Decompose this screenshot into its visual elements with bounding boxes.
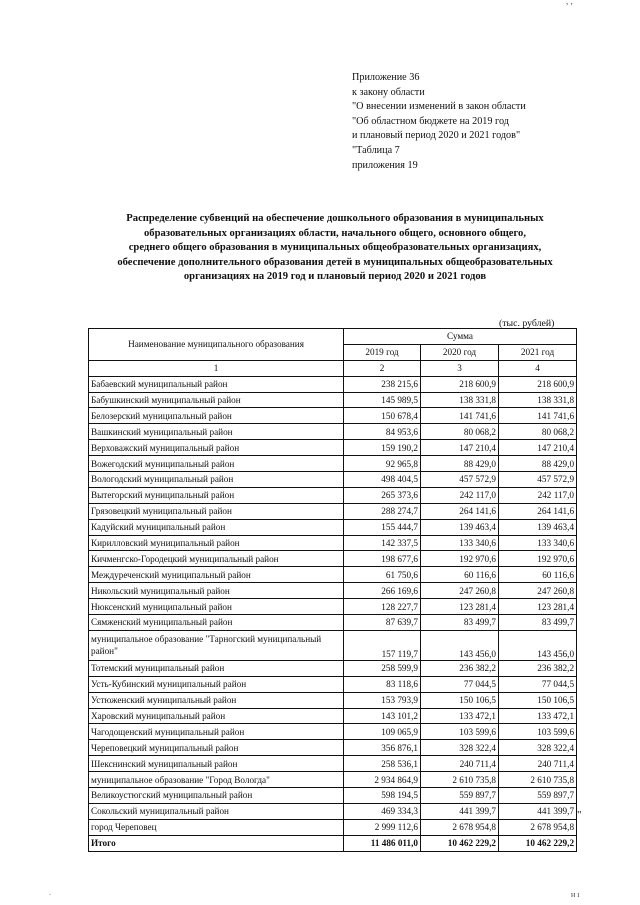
amount-2021: 150 106,5: [499, 692, 577, 708]
municipality-name: Бабушкинский муниципальный район: [89, 392, 344, 408]
title-line: образовательных организациях области, начального общего, основного общего,: [144, 227, 526, 239]
amount-2019: 598 194,5: [344, 788, 421, 804]
amount-2020: 240 711,4: [421, 756, 499, 772]
municipality-name: Череповецкий муниципальный район: [89, 740, 344, 756]
amount-2020: 83 499,7: [421, 615, 499, 631]
municipality-name: муниципальное образование "Тарногский муниципальный район": [89, 630, 344, 660]
column-number: 3: [421, 360, 499, 376]
amount-2020: 192 970,6: [421, 551, 499, 567]
amount-2020: 2 610 735,8: [421, 772, 499, 788]
table-row: [89, 567, 577, 583]
amount-2021: 2 610 735,8: [499, 772, 577, 788]
amount-2021: 141 741,6: [499, 408, 577, 424]
amount-2020: 457 572,9: [421, 472, 499, 488]
municipality-name: муниципальное образование "Город Вологда": [89, 772, 344, 788]
table-row: [89, 472, 577, 488]
municipality-name: город Череповец: [89, 819, 344, 835]
amount-2019: 288 274,7: [344, 503, 421, 519]
header-name: Наименование муниципального образования: [89, 329, 344, 361]
amount-2021: 103 599,6: [499, 724, 577, 740]
amount-2019: 356 876,1: [344, 740, 421, 756]
closing-quote: ": [577, 809, 582, 821]
amount-2021: 242 117,0: [499, 487, 577, 503]
municipality-name: Тотемский муниципальный район: [89, 660, 344, 676]
table-row: [89, 692, 577, 708]
table-row: [89, 772, 577, 788]
municipality-name: Харовский муниципальный район: [89, 708, 344, 724]
amount-2020: 441 399,7: [421, 803, 499, 819]
header-sum: Сумма: [344, 329, 577, 345]
amount-2019: 155 444,7: [344, 519, 421, 535]
table-row: [89, 756, 577, 772]
footer-scan-mark: н ı: [571, 890, 580, 899]
column-number: 4: [499, 360, 577, 376]
amount-2021: 83 499,7: [499, 615, 577, 631]
table-row: [89, 551, 577, 567]
municipality-name: Шекснинский муниципальный район: [89, 756, 344, 772]
amount-2020: 123 281,4: [421, 599, 499, 615]
table-row: [89, 392, 577, 408]
amount-2020: 77 044,5: [421, 676, 499, 692]
table-row: [89, 535, 577, 551]
amount-2021: 138 331,8: [499, 392, 577, 408]
table-row: [89, 615, 577, 631]
amount-2019: 87 639,7: [344, 615, 421, 631]
header-year: 2021 год: [499, 344, 577, 360]
table-row: [89, 376, 577, 392]
amount-2019: 11 486 011,0: [344, 835, 421, 851]
municipality-name: Верховажский муниципальный район: [89, 440, 344, 456]
amount-2019: 145 989,5: [344, 392, 421, 408]
annex-line: к закону области: [352, 86, 425, 98]
municipality-name: Великоустюгский муниципальный район: [89, 788, 344, 804]
amount-2020: 80 068,2: [421, 424, 499, 440]
amount-2020: 147 210,4: [421, 440, 499, 456]
amount-2020: 242 117,0: [421, 487, 499, 503]
amount-2019: 92 965,8: [344, 456, 421, 472]
amount-2020: 138 331,8: [421, 392, 499, 408]
header-year: 2020 год: [421, 344, 499, 360]
table-row: [89, 440, 577, 456]
amount-2019: 266 169,6: [344, 583, 421, 599]
municipality-name: Усть-Кубинский муниципальный район: [89, 676, 344, 692]
municipality-name: Междуреченский муниципальный район: [89, 567, 344, 583]
subventions-table: [88, 328, 577, 852]
amount-2019: 198 677,6: [344, 551, 421, 567]
table-row: [89, 803, 577, 819]
amount-2019: 159 190,2: [344, 440, 421, 456]
amount-2021: 328 322,4: [499, 740, 577, 756]
amount-2021: 133 472,1: [499, 708, 577, 724]
amount-2019: 238 215,6: [344, 376, 421, 392]
column-number: 1: [89, 360, 344, 376]
table-row: [89, 676, 577, 692]
table-row: [89, 660, 577, 676]
amount-2019: 498 404,5: [344, 472, 421, 488]
title-line: обеспечение дополнительного образования детей в муниципальных общеобразовательных: [117, 256, 553, 268]
corner-scan-mark: , ,: [566, 0, 573, 6]
amount-2020: 328 322,4: [421, 740, 499, 756]
amount-2021: 218 600,9: [499, 376, 577, 392]
amount-2021: 88 429,0: [499, 456, 577, 472]
header-year: 2019 год: [344, 344, 421, 360]
table-row: [89, 424, 577, 440]
amount-2021: 236 382,2: [499, 660, 577, 676]
municipality-name: Кирилловский муниципальный район: [89, 535, 344, 551]
amount-2021: 133 340,6: [499, 535, 577, 551]
column-number: 2: [344, 360, 421, 376]
municipality-name: Итого: [89, 835, 344, 851]
amount-2020: 2 678 954,8: [421, 819, 499, 835]
table-row: [89, 519, 577, 535]
title-line: Распределение субвенций на обеспечение дошкольного образования в муниципальных: [126, 213, 544, 224]
amount-2020: 247 260,8: [421, 583, 499, 599]
amount-2019: 128 227,7: [344, 599, 421, 615]
amount-2021: 143 456,0: [499, 630, 577, 660]
municipality-name: Нюксенский муниципальный район: [89, 599, 344, 615]
amount-2019: 2 999 112,6: [344, 819, 421, 835]
amount-2021: 80 068,2: [499, 424, 577, 440]
table-row: [89, 740, 577, 756]
annex-line: "Об областном бюджете на 2019 год: [352, 115, 509, 127]
municipality-name: Никольский муниципальный район: [89, 583, 344, 599]
table-row: [89, 599, 577, 615]
table-row: [89, 819, 577, 835]
table-row: [89, 788, 577, 804]
amount-2020: 236 382,2: [421, 660, 499, 676]
amount-2019: 153 793,9: [344, 692, 421, 708]
amount-2021: 457 572,9: [499, 472, 577, 488]
annex-line: и плановый период 2020 и 2021 годов": [352, 130, 521, 142]
table-row: [89, 724, 577, 740]
amount-2020: 60 116,6: [421, 567, 499, 583]
amount-2021: 192 970,6: [499, 551, 577, 567]
annex-line: приложения 19: [352, 159, 418, 171]
municipality-name: Грязовецкий муниципальный район: [89, 503, 344, 519]
amount-2019: 143 101,2: [344, 708, 421, 724]
amount-2021: 139 463,4: [499, 519, 577, 535]
amount-2019: 265 373,6: [344, 487, 421, 503]
amount-2021: 559 897,7: [499, 788, 577, 804]
municipality-name: Кадуйский муниципальный район: [89, 519, 344, 535]
amount-2020: 10 462 229,2: [421, 835, 499, 851]
amount-2020: 141 741,6: [421, 408, 499, 424]
table-row: [89, 708, 577, 724]
municipality-name: Белозерский муниципальный район: [89, 408, 344, 424]
amount-2020: 150 106,5: [421, 692, 499, 708]
amount-2020: 103 599,6: [421, 724, 499, 740]
amount-2021: 441 399,7: [499, 803, 577, 819]
amount-2019: 157 119,7: [344, 630, 421, 660]
municipality-name: Кичменгско-Городецкий муниципальный район: [89, 551, 344, 567]
amount-2021: 123 281,4: [499, 599, 577, 615]
amount-2020: 218 600,9: [421, 376, 499, 392]
amount-2020: 133 472,1: [421, 708, 499, 724]
municipality-name: Вожегодский муниципальный район: [89, 456, 344, 472]
municipality-name: Вашкинский муниципальный район: [89, 424, 344, 440]
amount-2019: 469 334,3: [344, 803, 421, 819]
amount-2019: 61 750,6: [344, 567, 421, 583]
table-row: [89, 408, 577, 424]
table-row: [89, 503, 577, 519]
amount-2020: 264 141,6: [421, 503, 499, 519]
amount-2019: 150 678,4: [344, 408, 421, 424]
scan-speck: .: [49, 888, 51, 897]
document-title: [92, 212, 578, 285]
amount-2021: 2 678 954,8: [499, 819, 577, 835]
annex-block: [352, 71, 526, 173]
amount-2021: 77 044,5: [499, 676, 577, 692]
amount-2021: 147 210,4: [499, 440, 577, 456]
annex-line: "Таблица 7: [352, 144, 400, 156]
amount-2020: 139 463,4: [421, 519, 499, 535]
units-label: (тыс. рублей): [499, 318, 555, 329]
table-row: [89, 583, 577, 599]
amount-2021: 240 711,4: [499, 756, 577, 772]
municipality-name: Устюженский муниципальный район: [89, 692, 344, 708]
municipality-name: Сямженский муниципальный район: [89, 615, 344, 631]
total-row: [89, 835, 577, 851]
amount-2020: 559 897,7: [421, 788, 499, 804]
amount-2021: 264 141,6: [499, 503, 577, 519]
municipality-name: Вытегорский муниципальный район: [89, 487, 344, 503]
table-row: [89, 630, 577, 660]
municipality-name: Бабаевский муниципальный район: [89, 376, 344, 392]
municipality-name: Сокольский муниципальный район: [89, 803, 344, 819]
title-line: организациях на 2019 год и плановый период 2020 и 2021 годов: [183, 271, 487, 283]
header-row: [89, 329, 577, 345]
amount-2020: 88 429,0: [421, 456, 499, 472]
amount-2021: 60 116,6: [499, 567, 577, 583]
annex-line: Приложение 36: [352, 72, 420, 83]
amount-2021: 247 260,8: [499, 583, 577, 599]
amount-2019: 258 599,9: [344, 660, 421, 676]
table-row: [89, 487, 577, 503]
amount-2019: 258 536,1: [344, 756, 421, 772]
amount-2021: 10 462 229,2: [499, 835, 577, 851]
amount-2020: 143 456,0: [421, 630, 499, 660]
amount-2020: 133 340,6: [421, 535, 499, 551]
table-row: [89, 456, 577, 472]
municipality-name: Чагодощенский муниципальный район: [89, 724, 344, 740]
amount-2019: 83 118,6: [344, 676, 421, 692]
amount-2019: 142 337,5: [344, 535, 421, 551]
municipality-name: Вологодский муниципальный район: [89, 472, 344, 488]
amount-2019: 109 065,9: [344, 724, 421, 740]
title-line: среднего общего образования в муниципальных общеобразовательных организациях,: [128, 242, 542, 254]
column-number-row: [89, 360, 577, 376]
amount-2019: 84 953,6: [344, 424, 421, 440]
annex-line: "О внесении изменений в закон области: [352, 101, 526, 113]
amount-2019: 2 934 864,9: [344, 772, 421, 788]
